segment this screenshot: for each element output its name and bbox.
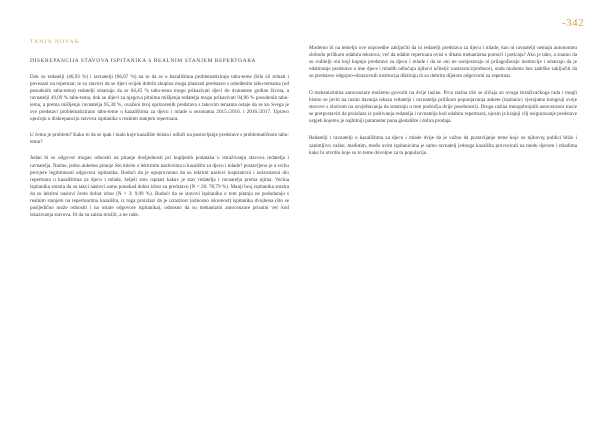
left-column <box>30 58 289 228</box>
section-heading: DISKREPANCIJA STAVOVA ISPITANIKA S REALNIM STANJEM REPERTOARA <box>30 58 256 64</box>
author-name: TANJA NOVAK <box>30 39 80 45</box>
paragraph: Redatelji i ravnatelji u kazalištima za djecu i mlade dvije da je važno da postavljanje teme koje su njihovoj publici bliže i zanimljivo važne, međutim, među ovim ispitanicima je samo ravnatelj jednoga kazališta provocirali na medu djecom i mladima kako bi utvrdio koje su to teme dovoljne za tu populaciju. <box>309 135 577 156</box>
right-column <box>309 45 577 166</box>
page-number: -342 <box>562 17 585 29</box>
paragraph: Dok su redatelji (46,93 %) i ravnatelji (66,67 %) na to da se u kazalištima problematiziraju tabu-teme (bile sli relnati i povezani na repertoar, te su stavovi da se djeci uvijek dobrih skupina moga plasirati predstave s određenim tabu-temama (od posudenih tabu-tema) redatelji smatraju da se 64,45 % tabu-tema mogu prikazivati djeci do dvanaeste godine života, a ravnatelji 49,09 % tabu-tema, dok se dijeci za njegova pitnima mišljenja redatelja mogu prikazivati 94,96 % posudenih tabu-tema, a prema mišljenju ravnatelja 95,30 %, uvaženi broj uprizorenih predstava s takovim temama ostaje da se ko Svega je sve predstavi problematizirano tabu-teme u kazalištima za djecu i mlade u sezonama 2015./2016. i 2016./2017. Upravo upućuju u diskrepanciju stavova ispitanika s realnim stanjem repertoara. <box>30 74 289 123</box>
paragraph: Jedan bi se odgovor mogao odnositi na pitanje dosljednosti pri kupljenih podataka u istraživanju stavova redatelja i ravnatelja. Naime, jedno anketno pitanje Sto misite o lektirnim naslovima u kazalištu za djecu i mlade? postavljeno je u svrhu provjere legitimnosti odgovora ispitanika. Budući da je opoprovanno da su lektirni naslovi inspirativni i neizostavni dio repertoara u kazalištima za djecu i mlade, željeli smo ispitati kakav je stav redatelja i ravnatelja prema njima. Većina ispitanika smatra da su takvi naslovi samo ponekad dobar izbor za predstavu (N = 26; 78,79 %). Manji broj ispitanika smatra da su lektirni naslovi često dobar izbor (N = 3; 9,09 %). Budući da se stavovi ispitanika o tom pitanju ne podudaraju s realnim stanjem na repertoarima kazališta, iz toga proizlazi da je izrazitost (odnosno iskrenost) ispitanika dvojbena (što se posljedično može odnositi i na ostale odgovore ispitanika), odnosno da su mehanizmi autocenzure prisutni već kod iskazivanja stavova. Ili da su zaista mislili, a ne rade. <box>30 155 289 218</box>
paragraph: U čemu je problem? Kako to da se ipak i malo koje kazalište doista i odluči na postavljanje predstave s problematičnom tabu-temu? <box>30 132 289 146</box>
paragraph: Moderno bi na temelju ove usporedbe zaključiti da ni redatelji predstava za djecu i mlade, kao ni ravnatelji nemaju autonomnu slobodu prilikom odabira tekstova, već da odabir repertoara ovisi o dikatu mehanizma pomoći i poticaja? Ako je tako, a znamo da su roditelji oni koji kupuju predstave za djecu i mlade i da se oni ne usmjeravaju ni prilagođavaju institucije i smatraju da je odabiranje predstave u ime djece i mladih odlučuju njihovi učitelji/ nastavnici/profesori, onda možemo bez zadrške zaključiti da su predstave odgojno-obrazovnih institucija diktiraju ih su dobrim dijelom odgovorni za repertoar. <box>309 45 577 80</box>
paragraph: O mehanizmima autocenzure možemo govoriti na dvije razine. Prva razina tiče se sličaja zo ovoga istraživačkoga rada i mogli bismo se javiti na razini davanja iskaza redatelja i ravnatelja prilikom popunjavanja ankete (ispitanici vjerojatno kongruji svoje stavove s obzirom na osvještavanja da smatraju u tom područja dvije posebnosti). Druga razina mnogobrojnih autocenzura moće se pretpostaviti da proizlaze iz poštivanja redatelja i ravnatelja kod odabira repertoara, njezin je krajnji cilj osiguravanje predstave uspjeh kojemu je najbitniji parametar punа gledalište i dobra prodaja. <box>309 90 577 125</box>
